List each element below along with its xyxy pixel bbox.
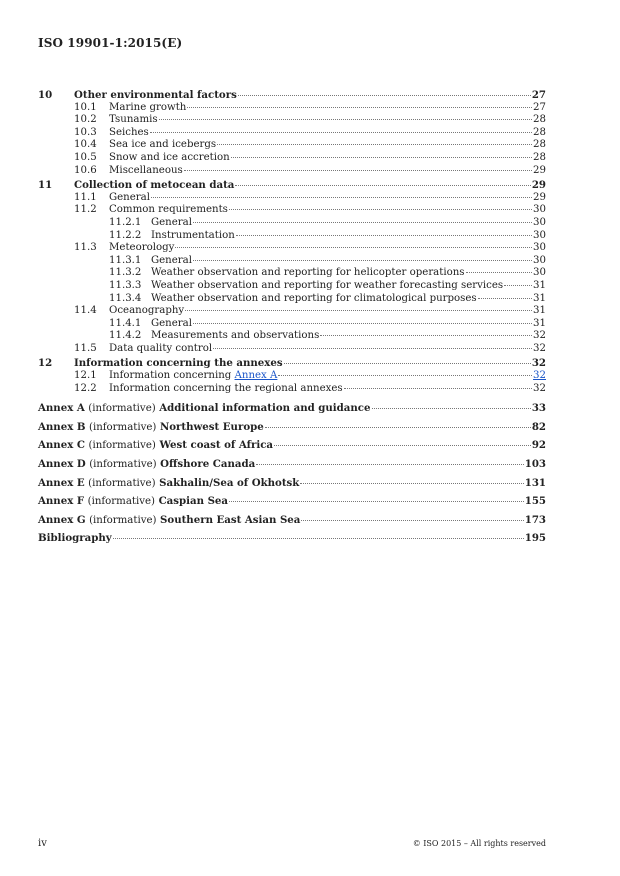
annex-kind: (informative) xyxy=(89,459,157,471)
toc-page: 92 xyxy=(531,439,546,452)
annex-heading xyxy=(38,436,273,456)
dot-leader xyxy=(344,388,532,389)
dot-leader xyxy=(238,95,531,96)
toc-title: Marine growth xyxy=(109,101,187,113)
toc-entry[interactable] xyxy=(38,127,546,140)
dot-leader xyxy=(193,222,532,223)
annex-kind: (informative) xyxy=(88,440,156,452)
toc-number: 11.3.2 xyxy=(109,267,142,279)
toc-page: 30 xyxy=(533,229,546,241)
dot-leader xyxy=(320,335,532,336)
toc-page: 195 xyxy=(524,532,546,545)
toc-number: 10.4 xyxy=(74,139,97,151)
toc-entry[interactable] xyxy=(38,192,546,205)
toc-entry[interactable] xyxy=(38,152,546,165)
annex-title: Sakhalin/Sea of Okhotsk xyxy=(159,476,300,489)
dot-leader xyxy=(256,464,524,465)
toc-number: 12 xyxy=(38,357,53,370)
toc-entry[interactable] xyxy=(38,383,546,396)
dot-leader xyxy=(284,363,531,364)
table-of-contents xyxy=(38,87,546,548)
toc-number: 11.3.3 xyxy=(109,279,142,291)
toc-page: 28 xyxy=(533,139,546,151)
toc-page: 31 xyxy=(533,292,546,304)
toc-entry[interactable] xyxy=(38,343,546,356)
toc-page: 31 xyxy=(533,317,546,329)
toc-page: 28 xyxy=(533,126,546,138)
annex-title: Offshore Canada xyxy=(160,458,256,471)
toc-page: 32 xyxy=(533,330,546,342)
toc-page: 30 xyxy=(533,204,546,216)
annex-heading xyxy=(38,474,299,494)
annex-title: West coast of Africa xyxy=(159,439,273,452)
toc-entry[interactable] xyxy=(38,139,546,152)
annex-title: Additional information and guidance xyxy=(159,402,371,415)
toc-entry[interactable] xyxy=(38,242,546,255)
toc-entry-section-10[interactable] xyxy=(38,89,546,102)
dot-leader xyxy=(235,185,530,186)
toc-page: 29 xyxy=(531,179,546,192)
dot-leader xyxy=(231,157,532,158)
toc-number: 11 xyxy=(38,179,53,192)
toc-title: General xyxy=(109,191,150,203)
annex-kind: (informative) xyxy=(88,403,156,415)
dot-leader xyxy=(217,144,532,145)
dot-leader xyxy=(175,247,532,248)
page-number: iv xyxy=(38,838,47,849)
toc-number: 11.5 xyxy=(74,342,97,354)
toc-number: 11.4 xyxy=(74,305,97,317)
toc-entry[interactable] xyxy=(38,280,546,293)
toc-number: 11.2.2 xyxy=(109,229,142,241)
dot-leader xyxy=(466,272,532,273)
dot-leader xyxy=(159,119,532,120)
toc-page: 131 xyxy=(524,476,546,489)
annex-label: Annex E xyxy=(38,476,85,489)
toc-page: 173 xyxy=(524,513,546,526)
toc-title: Seiches xyxy=(109,126,149,138)
toc-title: General xyxy=(151,216,192,228)
toc-title: General xyxy=(151,317,192,329)
dot-leader xyxy=(229,501,524,502)
toc-number: 11.2.1 xyxy=(109,216,142,228)
toc-title: Measurements and observations xyxy=(151,330,320,342)
toc-entry-section-12[interactable] xyxy=(38,357,546,370)
toc-page: 30 xyxy=(533,216,546,228)
toc-entry[interactable] xyxy=(38,267,546,280)
annex-kind: (informative) xyxy=(88,421,157,433)
dot-leader xyxy=(372,408,531,409)
dot-leader xyxy=(150,132,532,133)
toc-number: 10.6 xyxy=(74,164,97,176)
toc-title: Oceanography xyxy=(109,305,185,317)
toc-title: Sea ice and icebergs xyxy=(109,139,217,151)
annex-heading xyxy=(38,511,300,531)
dot-leader xyxy=(265,427,531,428)
toc-title: Collection of metocean data xyxy=(74,179,235,192)
toc-number: 11.2 xyxy=(74,204,97,216)
annex-a-link[interactable]: Annex A xyxy=(234,370,278,382)
toc-entry-annex-f[interactable] xyxy=(38,492,546,511)
toc-number: 11.1 xyxy=(74,191,97,203)
annex-title: Caspian Sea xyxy=(158,495,229,508)
dot-leader xyxy=(504,285,532,286)
toc-title: Data quality control xyxy=(109,342,213,354)
toc-page: 32 xyxy=(531,357,546,370)
toc-number: 11.3.4 xyxy=(109,292,142,304)
toc-page: 31 xyxy=(533,305,546,317)
dot-leader xyxy=(193,323,532,324)
toc-title: Miscellaneous xyxy=(109,164,183,176)
annex-heading xyxy=(38,418,264,438)
toc-title: Bibliography xyxy=(38,532,112,545)
toc-entry-annex-g[interactable] xyxy=(38,511,546,530)
annex-label: Annex C xyxy=(38,439,85,452)
annex-label: Annex D xyxy=(38,458,86,471)
dot-leader xyxy=(236,235,532,236)
dot-leader xyxy=(213,348,532,349)
toc-entry[interactable] xyxy=(38,370,546,383)
toc-page: 30 xyxy=(533,242,546,254)
toc-entry[interactable] xyxy=(38,305,546,318)
toc-page: 31 xyxy=(533,279,546,291)
toc-number: 11.4.1 xyxy=(109,317,142,329)
annex-kind: (informative) xyxy=(89,514,157,526)
toc-entry[interactable] xyxy=(38,255,546,268)
toc-title: Meteorology xyxy=(109,242,175,254)
toc-number: 11.3 xyxy=(74,242,97,254)
dot-leader xyxy=(274,445,531,446)
toc-page: 28 xyxy=(533,114,546,126)
dot-leader xyxy=(278,375,532,376)
toc-entry[interactable] xyxy=(38,318,546,331)
toc-entry-bibliography[interactable] xyxy=(38,529,546,548)
dot-leader xyxy=(193,260,532,261)
toc-entry[interactable] xyxy=(38,165,546,178)
toc-title: Tsunamis xyxy=(109,114,158,126)
dot-leader xyxy=(229,209,532,210)
toc-entry[interactable] xyxy=(38,204,546,217)
toc-number: 10.5 xyxy=(74,151,97,163)
toc-title: Weather observation and reporting for helicopter operations xyxy=(151,267,465,279)
toc-entry[interactable] xyxy=(38,293,546,306)
toc-page: 32 xyxy=(533,382,546,394)
toc-title: Instrumentation xyxy=(151,229,235,241)
toc-page: 28 xyxy=(533,151,546,163)
toc-entry-annex-a[interactable] xyxy=(38,399,546,418)
dot-leader xyxy=(151,197,532,198)
toc-page: 33 xyxy=(531,402,546,415)
toc-page: 103 xyxy=(524,458,546,471)
toc-page-link[interactable]: 32 xyxy=(533,370,546,382)
toc-page: 32 xyxy=(533,342,546,354)
toc-page: 27 xyxy=(531,89,546,101)
annex-heading xyxy=(38,492,228,512)
toc-title: Information concerning the annexes xyxy=(74,357,283,370)
annex-title: Southern East Asian Sea xyxy=(160,513,301,526)
document-id: ISO 19901-1:2015(E) xyxy=(38,36,183,50)
toc-title: Snow and ice accretion xyxy=(109,151,230,163)
toc-entry[interactable] xyxy=(38,217,546,230)
toc-title: Weather observation and reporting for climatological purposes xyxy=(151,292,477,304)
toc-page: 27 xyxy=(533,101,546,113)
toc-entry[interactable] xyxy=(38,114,546,127)
toc-number: 12.2 xyxy=(74,382,97,394)
annex-label: Annex B xyxy=(38,420,86,433)
annex-label: Annex F xyxy=(38,495,85,508)
dot-leader xyxy=(113,538,524,539)
annex-label: Annex G xyxy=(38,513,86,526)
annex-label: Annex A xyxy=(38,402,85,415)
toc-title: Other environmental factors xyxy=(74,89,237,101)
dot-leader xyxy=(185,310,532,311)
toc-number: 10.2 xyxy=(74,114,97,126)
annex-heading xyxy=(38,455,255,475)
copyright-notice: © ISO 2015 – All rights reserved xyxy=(412,839,546,848)
dot-leader xyxy=(478,298,532,299)
dot-leader xyxy=(301,520,523,521)
toc-number: 11.3.1 xyxy=(109,254,142,266)
toc-number: 10.1 xyxy=(74,101,97,113)
toc-entry-annex-e[interactable] xyxy=(38,474,546,493)
toc-page: 29 xyxy=(533,191,546,203)
dot-leader xyxy=(300,483,523,484)
toc-entry[interactable] xyxy=(38,230,546,243)
annex-heading xyxy=(38,399,371,419)
toc-entry-section-11[interactable] xyxy=(38,179,546,192)
toc-title: Weather observation and reporting for weather forecasting services xyxy=(151,279,504,291)
toc-entry-annex-c[interactable] xyxy=(38,436,546,455)
dot-leader xyxy=(184,170,532,171)
toc-title: Information concerning the regional annexes xyxy=(109,382,343,394)
toc-number: 10.3 xyxy=(74,126,97,138)
toc-page: 82 xyxy=(531,420,546,433)
annex-title: Northwest Europe xyxy=(159,420,264,433)
toc-entry-annex-d[interactable] xyxy=(38,455,546,474)
toc-title-prefix: Information concerning xyxy=(109,370,235,382)
toc-number: 12.1 xyxy=(74,370,97,382)
dot-leader xyxy=(187,107,532,108)
annex-kind: (informative) xyxy=(87,496,156,508)
toc-entry-annex-b[interactable] xyxy=(38,418,546,437)
toc-number: 10 xyxy=(38,89,53,101)
toc-title xyxy=(109,370,277,383)
toc-page: 155 xyxy=(524,495,546,508)
toc-entry[interactable] xyxy=(38,102,546,115)
annex-kind: (informative) xyxy=(88,477,156,489)
toc-page: 29 xyxy=(533,164,546,176)
toc-page: 30 xyxy=(533,254,546,266)
toc-title: Common requirements xyxy=(109,204,228,216)
toc-entry[interactable] xyxy=(38,330,546,343)
toc-page: 30 xyxy=(533,267,546,279)
toc-title: General xyxy=(151,254,192,266)
toc-number: 11.4.2 xyxy=(109,330,142,342)
